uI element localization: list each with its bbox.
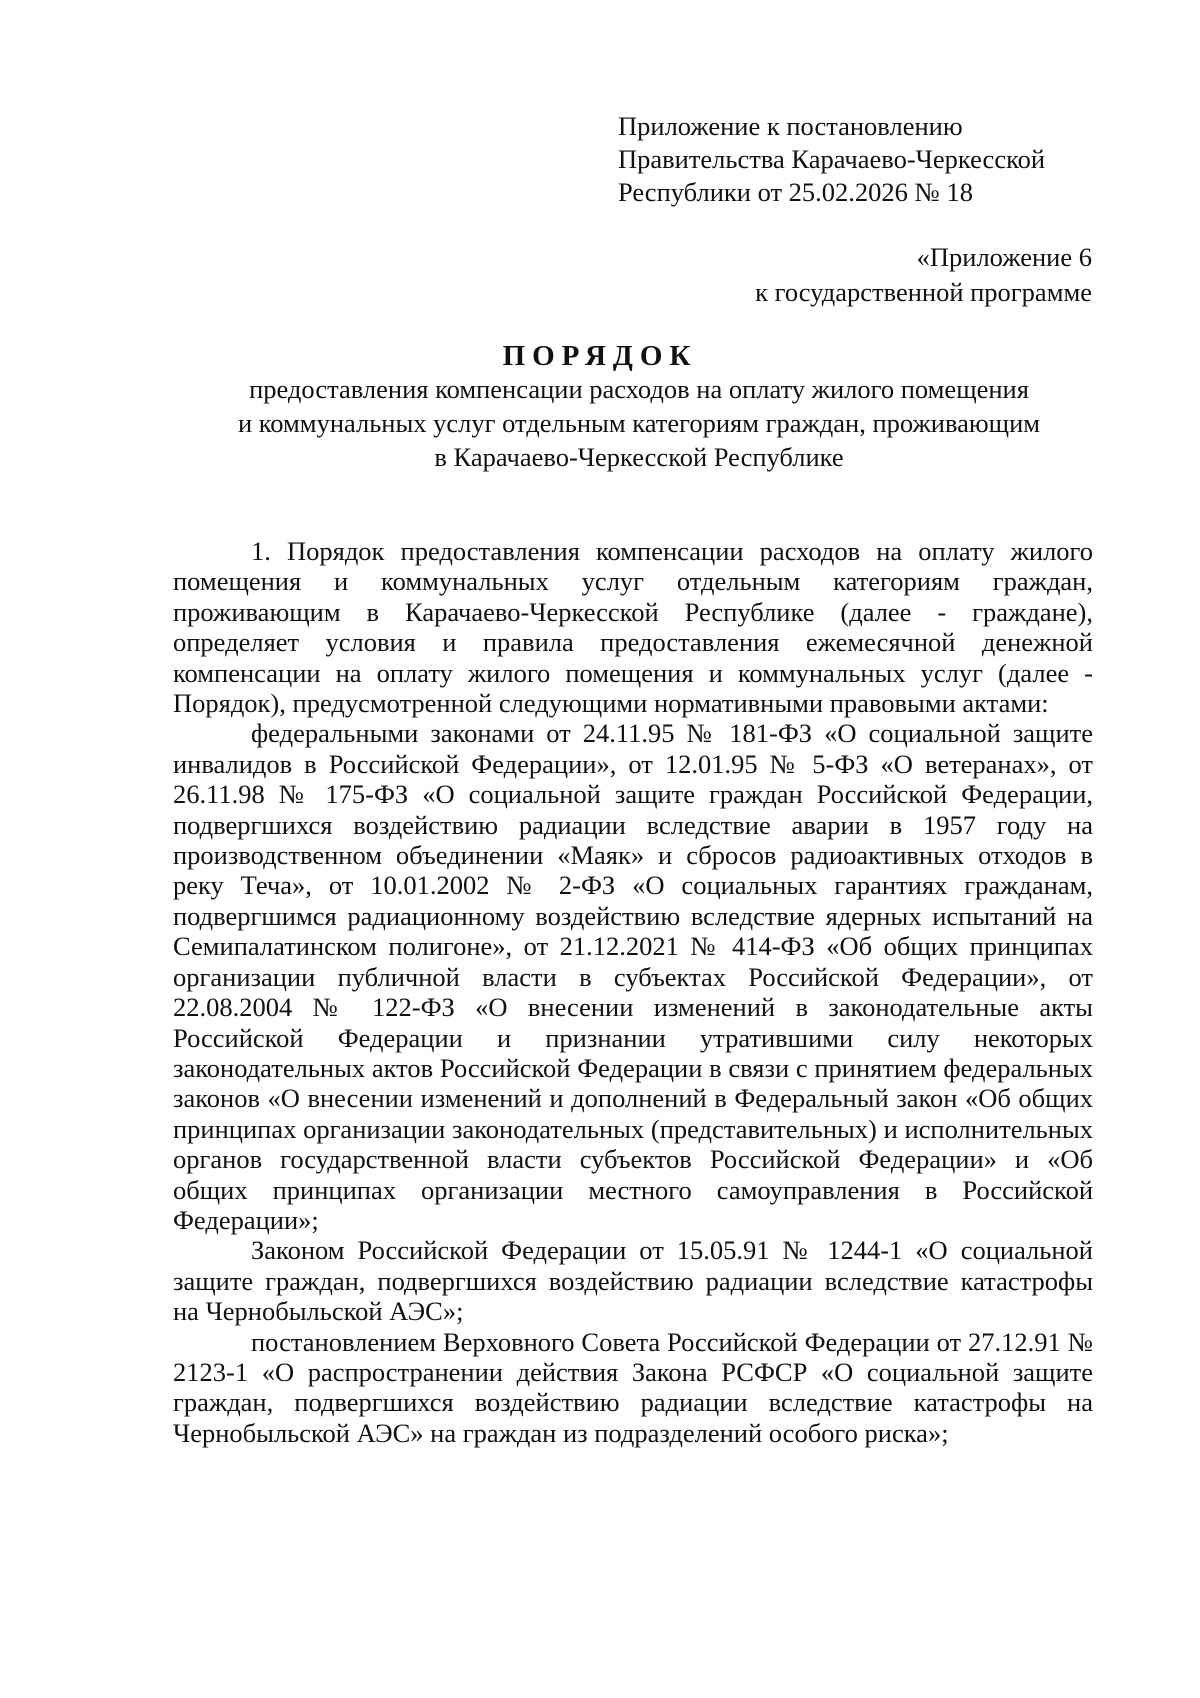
appendix-line: к государственной программе [755, 277, 1092, 307]
paragraph-1: 1. Порядок предоставления компенсации расходов на оплату жилого помещения и коммунальных услуг отдельным категориям граждан, проживающим в Карачаево-Черкесской Республике (далее - граждане), определяет условия и правила предоставления ежемесячной денежной компенсации на оплату жилого помещения и коммунальных услуг (далее - Порядок), предусмотренной следующими нормативными правовыми актами: [173, 536, 1093, 719]
subtitle-line: и коммунальных услуг отдельным категориям граждан, проживающим [237, 408, 1041, 438]
paragraph-rf-law: Законом Российской Федерации от 15.05.91 № 1244-1 «О социальной защите граждан, подвергшихся воздействию радиации вследствие катастрофы на Чернобыльской АЭС»; [173, 1235, 1093, 1327]
paragraph-federal-laws: федеральными законами от 24.11.95 № 181-ФЗ «О социальной защите инвалидов в Российской Федерации», от 12.01.95 № 5-ФЗ «О ветеранах», от 26.11.98 № 175-ФЗ «О социальной защите граждан Российской Федерации, подвергшихся воздействию радиации вследствие аварии в 1957 году на производственном объединении «Маяк» и сбросов радиоактивных отходов в реку Теча», от 10.01.2002 № 2-ФЗ «О социальных гарантиях гражданам, подвергшимся радиационному воздействию вследствие ядерных испытаний на Семипалатинском полигоне», от 21.12.2021 № 414-ФЗ «Об общих принципах организации публичной власти в субъектах Российской Федерации», от 22.08.2004 № 122-ФЗ «О внесении изменений в законодательные акты Российской Федерации и признании утратившими силу некоторых законодательных актов Российской Федерации в связи с принятием федеральных законов «О внесении изменений и дополнений в Федеральный закон «Об общих принципах организации законодательных (представительных) и исполнительных органов государственной власти субъектов Российской Федерации» и «Об общих принципах организации местного самоуправления в Российской Федерации»; [173, 718, 1093, 1235]
subtitle-line: в Карачаево-Черкесской Республике [434, 442, 844, 472]
attachment-reference [618, 110, 1138, 209]
document-subtitle [160, 372, 1118, 474]
attachment-line: Приложение к постановлению [618, 111, 963, 141]
attachment-line: Правительства Карачаево-Черкесской [618, 144, 1046, 174]
appendix-reference [532, 240, 1092, 310]
appendix-line: «Приложение 6 [916, 242, 1092, 272]
document-body [173, 536, 1093, 1448]
paragraph-supreme-council: постановлением Верховного Совета Российской Федерации от 27.12.91 № 2123-1 «О распространении действия Закона РСФСР «О социальной защите граждан, подвергшихся воздействию радиации вследствие катастрофы на Чернобыльской АЭС» на граждан из подразделений особого риска»; [173, 1326, 1093, 1448]
subtitle-line: предоставления компенсации расходов на оплату жилого помещения [249, 374, 1029, 404]
document-title: ПОРЯДОК [502, 340, 698, 372]
attachment-line: Республики от 25.02.2026 № 18 [618, 177, 973, 207]
